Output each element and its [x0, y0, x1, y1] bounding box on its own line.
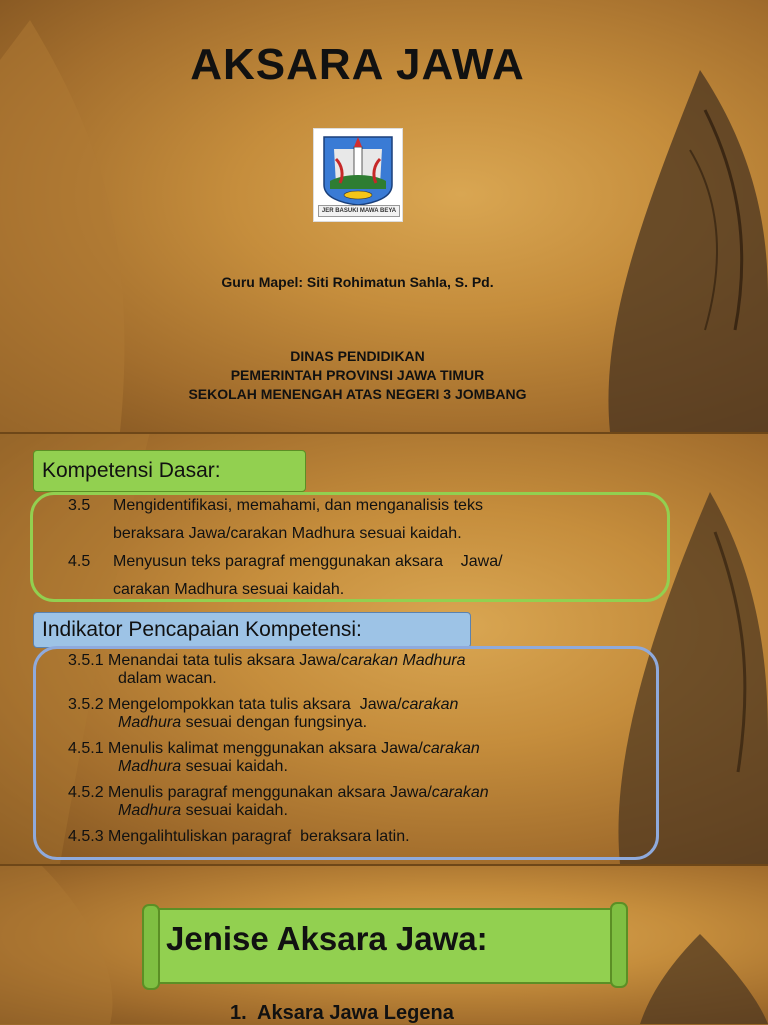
institution-line: DINAS PENDIDIKAN	[290, 348, 425, 364]
slide-divider	[0, 864, 768, 866]
list-item	[68, 652, 638, 688]
list-item	[68, 696, 638, 732]
item-text: sesuai kaidah.	[181, 758, 288, 775]
item-text: 4.5.3 Mengalihtuliskan paragraf beraksara latin.	[68, 828, 410, 845]
item-text: 4.5.2 Menulis paragraf menggunakan aksara Jawa/	[68, 784, 432, 801]
item-text-cont	[68, 802, 638, 820]
item-text-cont	[68, 758, 638, 776]
item-italic: carakan	[431, 784, 489, 801]
item-text: sesuai kaidah.	[181, 802, 288, 819]
list-item	[68, 548, 648, 576]
item-text: Menyusun teks paragraf menggunakan aksara Jawa/	[113, 553, 503, 570]
slide-title	[0, 0, 768, 432]
list-item	[68, 828, 638, 846]
item-text: Mengidentifikasi, memahami, dan menganalisis teks	[113, 497, 483, 514]
jawa-timur-emblem	[313, 128, 403, 222]
heading-scroll-banner	[148, 908, 622, 984]
indikator-label: Indikator Pencapaian Kompetensi:	[33, 612, 471, 648]
item-text-cont	[68, 714, 638, 732]
item-italic: carakan	[422, 740, 480, 757]
item-text: 3.5.2 Mengelompokkan tata tulis aksara Jawa/	[68, 696, 402, 713]
item-text-cont: carakan Madhura sesuai kaidah.	[113, 581, 345, 598]
item-text-cont: beraksara Jawa/carakan Madhura sesuai kaidah.	[113, 525, 462, 542]
item-text: 3.5.1 Menandai tata tulis aksara Jawa/	[68, 652, 342, 669]
slide-divider	[0, 432, 768, 434]
page-title: AKSARA JAWA	[190, 40, 525, 89]
indikator-list	[68, 652, 638, 854]
list-item	[68, 740, 638, 776]
item-italic: carakan	[401, 696, 459, 713]
scroll-curl-right	[610, 902, 628, 988]
item-number: 4.5	[68, 553, 91, 570]
item-italic: Madhura	[118, 714, 182, 731]
kompetensi-dasar-label: Kompetensi Dasar:	[33, 450, 306, 492]
emblem-motto: JER BASUKI MAWA BEYA	[318, 205, 400, 217]
institution-line: PEMERINTAH PROVINSI JAWA TIMUR	[230, 367, 485, 383]
item-text: sesuai dengan fungsinya.	[181, 714, 368, 731]
teacher-name: Guru Mapel: Siti Rohimatun Sahla, S. Pd.	[221, 274, 494, 290]
section-heading: Jenise Aksara Jawa:	[166, 920, 488, 957]
list-item	[68, 784, 638, 820]
kompetensi-dasar-list	[68, 492, 648, 604]
item-number: 3.5	[68, 497, 91, 514]
scroll-curl-left	[142, 904, 160, 990]
item-italic: Madhura	[118, 802, 182, 819]
item-italic: carakan Madhura	[341, 652, 466, 669]
list-item: 1. Aksara Jawa Legena	[230, 1002, 454, 1024]
item-text-cont: dalam wacan.	[118, 670, 217, 687]
list-item	[68, 492, 648, 520]
institution-line: SEKOLAH MENENGAH ATAS NEGERI 3 JOMBANG	[188, 386, 527, 402]
item-italic: Madhura	[118, 758, 182, 775]
item-text: 4.5.1 Menulis kalimat menggunakan aksara Jawa/	[68, 740, 423, 757]
institution-block	[0, 347, 715, 404]
